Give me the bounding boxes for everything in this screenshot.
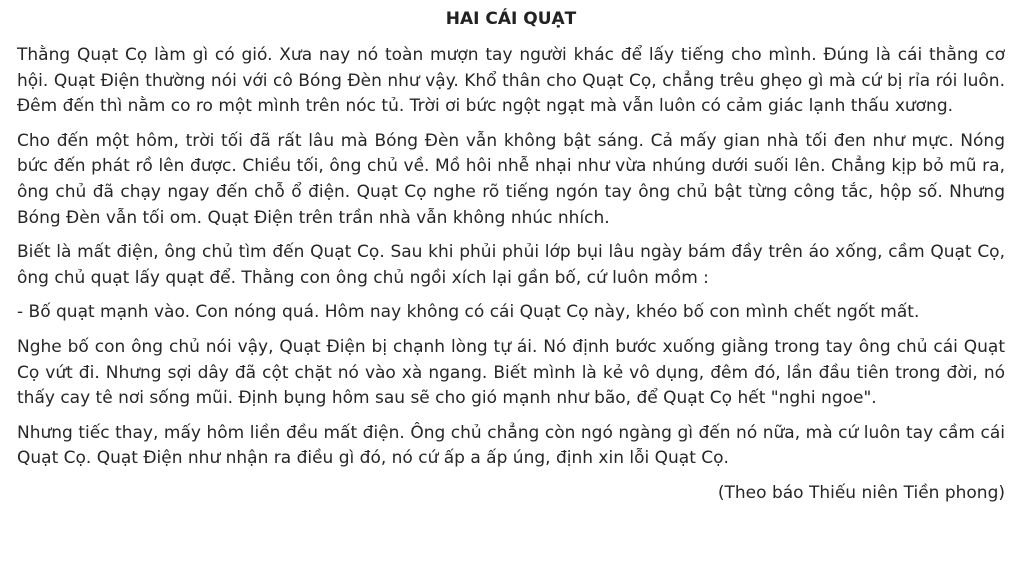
paragraph-3: Biết là mất điện, ông chủ tìm đến Quạt Cọ. Sau khi phủi phủi lớp bụi lâu ngày bám đầy trên áo xống, cầm Quạt Cọ, ông chủ quạt lấy quạt để. Thằng con ông chủ ngồi xích lại gần bố, cứ luôn mồm : xyxy=(17,242,1005,288)
paragraph-4: - Bố quạt mạnh vào. Con nóng quá. Hôm nay không có cái Quạt Cọ này, khéo bố con mình chết ngốt mất. xyxy=(17,302,920,323)
paragraph-6: Nhưng tiếc thay, mấy hôm liền đều mất điện. Ông chủ chẳng còn ngó ngàng gì đến nó nữa, mà cứ luôn tay cầm cái Quạt Cọ. Quạt Điện như nhận ra điều gì đó, nó cứ ấp a ấp úng, định xin lỗi Quạt Cọ. xyxy=(17,422,1005,469)
document xyxy=(17,8,1005,506)
paragraph-5: Nghe bố con ông chủ nói vậy, Quạt Điện bị chạnh lòng tự ái. Nó định bước xuống giằng trong tay ông chủ cái Quạt Cọ vứt đi. Nhưng sợi dây đã cột chặt nó vào xà ngang. Biết mình là kẻ vô dụng, đêm đó, lần đầu tiên trong đời, nó thấy cay tê nơi sống mũi. Định bụng hôm sau sẽ cho gió mạnh như bão, để Quạt Cọ hết "nghi ngoe". xyxy=(17,336,1005,409)
story-title: HAI CÁI QUẠT xyxy=(445,9,577,29)
source-citation: (Theo báo Thiếu niên Tiền phong) xyxy=(717,482,1005,503)
paragraph-1: Thằng Quạt Cọ làm gì có gió. Xưa nay nó toàn mượn tay người khác để lấy tiếng cho mình. Đúng là cái thằng cơ hội. Quạt Điện thường nói với cô Bóng Đèn như vậy. Khổ thân cho Quạt Cọ, chẳng trêu ghẹo gì mà cứ bị rỉa rói luôn. Đêm đến thì nằm co ro một mình trên nóc tủ. Trời ơi bức ngột ngạt mà vẫn luôn có cảm giác lạnh thấu xương. xyxy=(17,45,1005,117)
paragraph-2: Cho đến một hôm, trời tối đã rất lâu mà Bóng Đèn vẫn không bật sáng. Cả mấy gian nhà tối đen như mực. Nóng bức đến phát rồ lên được. Chiều tối, ông chủ về. Mồ hôi nhễ nhại như vừa nhúng dưới suối lên. Chẳng kịp bỏ mũ ra, ông chủ đã chạy ngay đến chỗ ổ điện. Quạt Cọ nghe rõ tiếng ngón tay ông chủ bật từng công tắc, hộp số. Nhưng Bóng Đèn vẫn tối om. Quạt Điện trên trần nhà vẫn không nhúc nhích. xyxy=(17,130,1005,228)
